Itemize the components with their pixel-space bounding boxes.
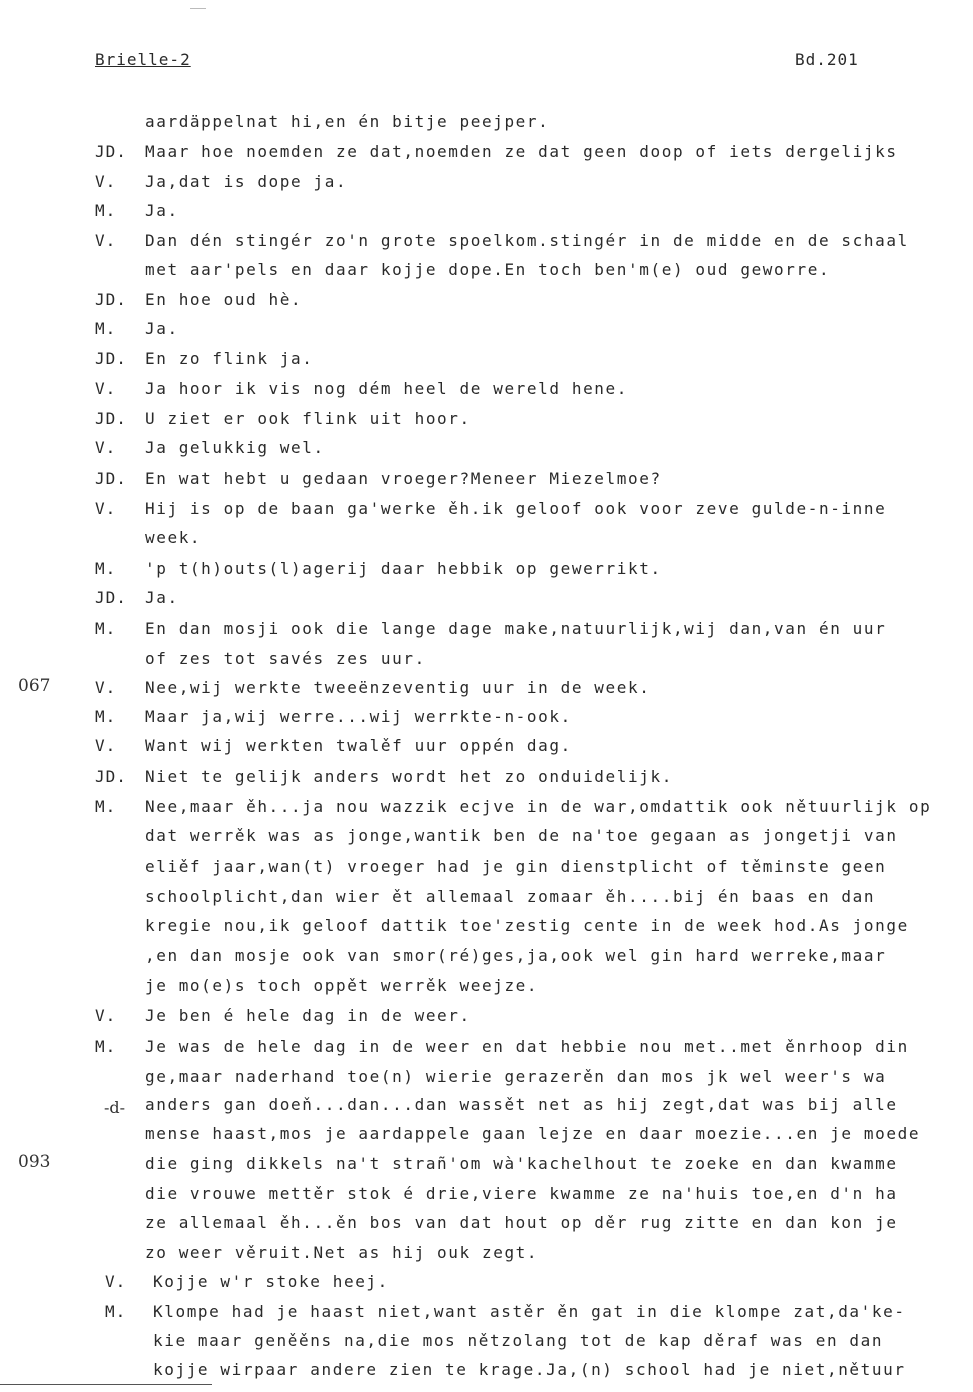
speaker-label: V.: [95, 172, 117, 191]
speaker-label: V.: [95, 499, 117, 518]
speaker-label: V.: [95, 1006, 117, 1025]
speaker-label: M.: [95, 619, 117, 638]
speaker-label: JD.: [95, 588, 127, 607]
utterance-text: En dan mosji ook die lange dage make,natuurlijk,wij dan,van én uur: [145, 619, 887, 638]
utterance-continuation: je mo(e)s toch oppět werrěk weejze.: [145, 976, 539, 995]
utterance-continuation: mense haast,mos je aardappele gaan lejze en daar moezie...en je moede: [145, 1124, 921, 1143]
speaker-label: JD.: [95, 409, 127, 428]
utterance-text: Ja.: [145, 588, 179, 607]
speaker-label: V.: [95, 736, 117, 755]
utterance-text: En zo flink ja.: [145, 349, 314, 368]
utterance-continuation: aardäppelnat hi,en én bitje peejper.: [145, 112, 550, 131]
utterance-continuation: kojje wirpaar andere zien te krage.Ja,(n) school had je niet,nětuur: [153, 1360, 906, 1379]
utterance-text: Ja.: [145, 201, 179, 220]
utterance-text: Want wij werkten twalěf uur oppén dag.: [145, 736, 572, 755]
speaker-label: M.: [95, 797, 117, 816]
utterance-text: Ja,dat is dope ja.: [145, 172, 348, 191]
utterance-continuation: eliěf jaar,wan(t) vroeger had je gin dienstplicht of těminste geen: [145, 857, 887, 876]
utterance-text: Nee,maar ěh...ja nou wazzik ecjve in de war,omdattik ook nětuurlijk op: [145, 797, 932, 816]
utterance-continuation: ,en dan mosje ook van smor(ré)ges,ja,ook wel gin hard werreke,maar: [145, 946, 887, 965]
utterance-text: Kojje w'r stoke heej.: [153, 1272, 389, 1291]
speaker-label: V.: [95, 379, 117, 398]
speaker-label: JD.: [95, 469, 127, 488]
utterance-text: Ja hoor ik vis nog dém heel de wereld hene.: [145, 379, 629, 398]
utterance-continuation: schoolplicht,dan wier ět allemaal zomaar ěh....bij én baas en dan: [145, 887, 876, 906]
margin-counter: 093: [18, 1152, 51, 1172]
utterance-continuation: anders gan doeň...dan...dan wassět net as hij zegt,dat was bij alle: [145, 1095, 898, 1114]
utterance-text: Maar ja,wij werre...wij werrkte-n-ook.: [145, 707, 572, 726]
utterance-continuation: zo weer věruit.Net as hij ouk zegt.: [145, 1243, 539, 1262]
margin-annotation: -d-: [104, 1098, 126, 1117]
utterance-text: U ziet er ook flink uit hoor.: [145, 409, 471, 428]
utterance-continuation: ze allemaal ěh...ěn bos van dat hout op děr rug zitte en dan kon je: [145, 1213, 898, 1232]
utterance-text: Klompe had je haast niet,want astěr ěn gat in die klompe zat,da'ke-: [153, 1302, 906, 1321]
utterance-text: Hij is op de baan ga'werke ěh.ik geloof ook voor zeve gulde-n-inne: [145, 499, 887, 518]
utterance-continuation: ge,maar naderhand toe(n) wierie gerazerěn dan mos jk wel weer's wa: [145, 1067, 887, 1086]
speaker-label: JD.: [95, 349, 127, 368]
utterance-text: Ja.: [145, 319, 179, 338]
speaker-label: JD.: [95, 290, 127, 309]
utterance-text: Je was de hele dag in de weer en dat hebbie nou met..met ěnrhoop din: [145, 1037, 909, 1056]
speaker-label: M.: [95, 1037, 117, 1056]
utterance-text: Nee,wij werkte tweeënzeventig uur in de week.: [145, 678, 651, 697]
utterance-text: Maar hoe noemden ze dat,noemden ze dat geen doop of iets dergelijks: [145, 142, 898, 161]
utterance-text: Je ben é hele dag in de weer.: [145, 1006, 471, 1025]
top-rule: [190, 8, 206, 9]
utterance-continuation: met aar'pels en daar kojje dope.En toch ben'm(e) oud geworre.: [145, 260, 831, 279]
speaker-label: M.: [105, 1302, 127, 1321]
speaker-label: JD.: [95, 767, 127, 786]
speaker-label: JD.: [95, 142, 127, 161]
utterance-text: Ja gelukkig wel.: [145, 438, 325, 457]
utterance-text: 'p t(h)outs(l)agerij daar hebbik op gewerrikt.: [145, 559, 662, 578]
utterance-text: En hoe oud hè.: [145, 290, 303, 309]
utterance-continuation: die vrouwe mettěr stok é drie,viere kwamme ze na'huis toe,en d'n ha: [145, 1184, 898, 1203]
speaker-label: V.: [105, 1272, 127, 1291]
utterance-continuation: kregie nou,ik geloof dattik toe'zestig cente in de week hod.As jonge: [145, 916, 909, 935]
speaker-label: M.: [95, 201, 117, 220]
speaker-label: M.: [95, 319, 117, 338]
page-number: Bd.201: [795, 50, 859, 69]
margin-counter: 067: [18, 676, 51, 696]
utterance-text: En wat hebt u gedaan vroeger?Meneer Miezelmoe?: [145, 469, 662, 488]
utterance-continuation: die ging dikkels na't strañ'om wà'kachelhout te zoeke en dan kwamme: [145, 1154, 898, 1173]
speaker-label: M.: [95, 707, 117, 726]
speaker-label: V.: [95, 678, 117, 697]
speaker-label: V.: [95, 438, 117, 457]
utterance-continuation: of zes tot savés zes uur.: [145, 649, 426, 668]
utterance-continuation: dat werrěk was as jonge,wantik ben de na'toe gegaan as jongetji van: [145, 826, 898, 845]
utterance-continuation: kie maar geněěns na,die mos nětzolang tot de kap děraf was en dan: [153, 1331, 884, 1350]
utterance-continuation: week.: [145, 528, 202, 547]
speaker-label: V.: [95, 231, 117, 250]
utterance-text: Niet te gelijk anders wordt het zo onduidelijk.: [145, 767, 673, 786]
speaker-label: M.: [95, 559, 117, 578]
utterance-text: Dan dén stingér zo'n grote spoelkom.stingér in de midde en de schaal: [145, 231, 909, 250]
header-title: Brielle-2: [95, 50, 191, 69]
bottom-rule: [0, 1384, 212, 1385]
